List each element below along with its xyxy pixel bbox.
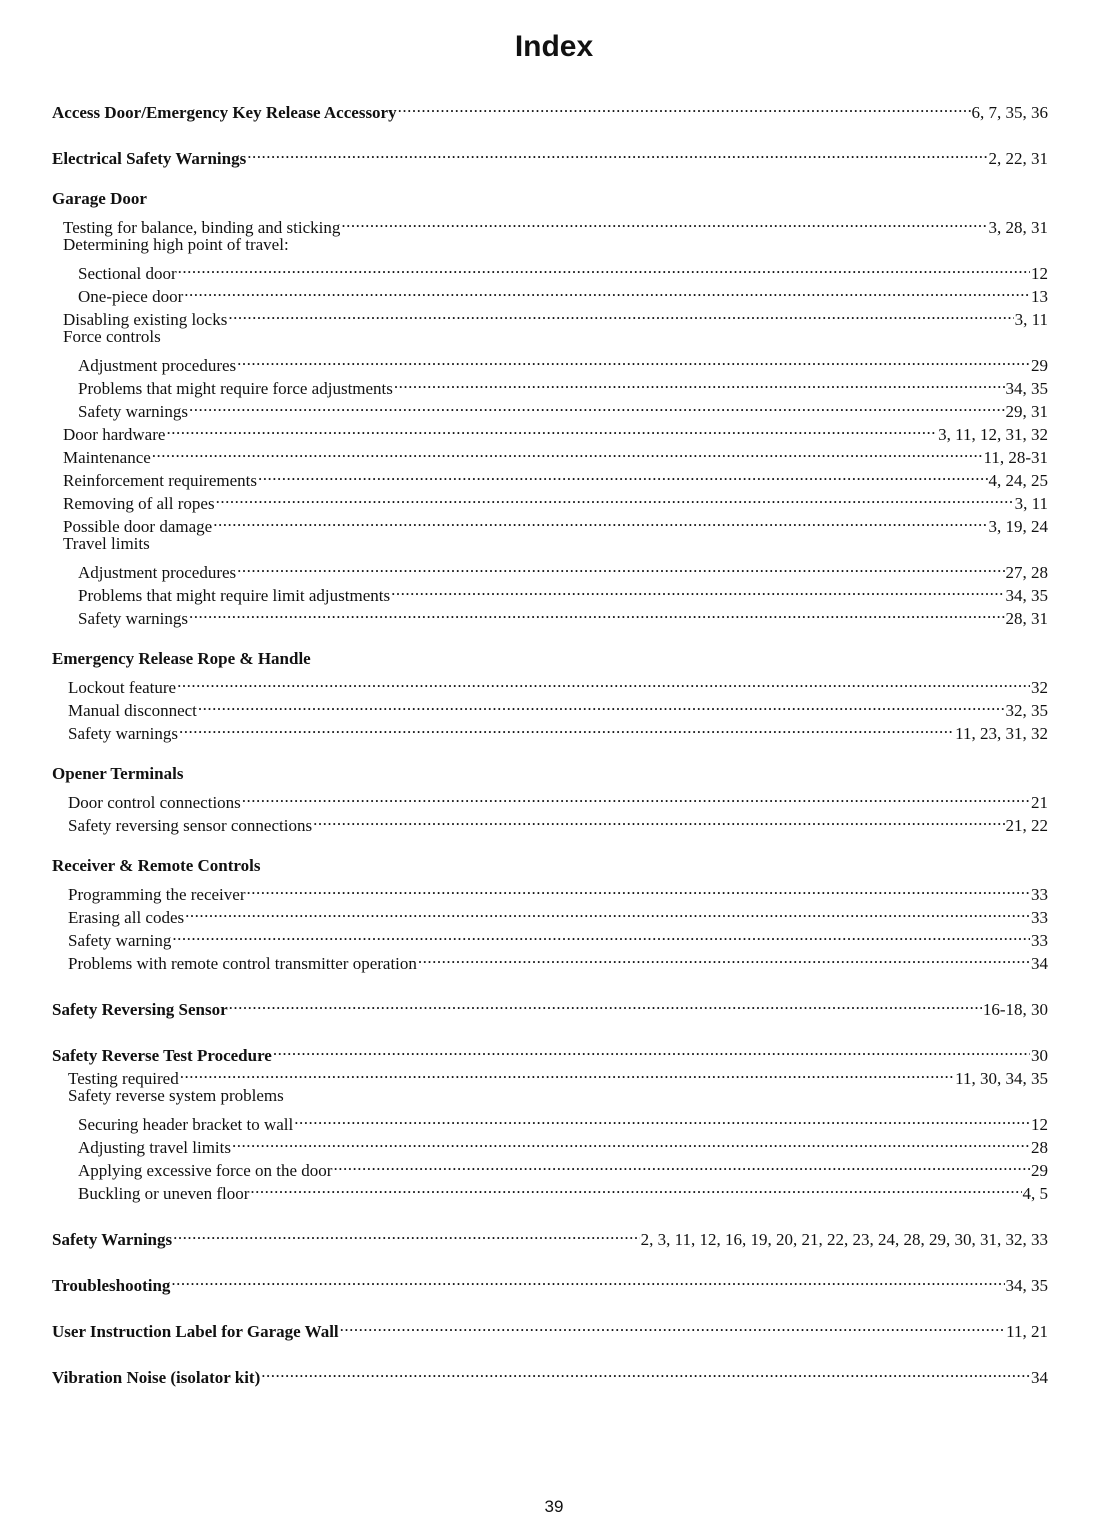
index-entry-label: Problems with remote control transmitter operation [68, 954, 417, 973]
index-entry-label: Testing for balance, binding and sticking [63, 218, 341, 237]
index-entry-pages: 11, 30, 34, 35 [955, 1069, 1048, 1088]
index-entry-label: Possible door damage [63, 517, 213, 536]
index-entry [52, 1061, 1048, 1088]
dot-leader [313, 808, 1004, 831]
dot-leader [178, 256, 1030, 279]
index-heading [52, 1360, 1048, 1387]
index-entry-pages: 34 [1031, 954, 1048, 973]
index-entry-pages: 11, 21 [1006, 1322, 1048, 1341]
index-entry-pages: 6, 7, 35, 36 [971, 103, 1048, 122]
index-entry [52, 601, 1048, 628]
index-entry [52, 555, 1048, 582]
index-entry-pages: 4, 5 [1022, 1184, 1048, 1203]
page-title: Index [514, 30, 594, 63]
dot-leader [242, 785, 1030, 808]
index-heading [52, 1222, 1048, 1249]
index-entry-pages: 21, 22 [1005, 816, 1048, 835]
dot-leader [229, 992, 982, 1015]
index-entry [52, 693, 1048, 720]
index-entry-label: Safety warnings [68, 724, 179, 743]
index-entry-pages: 12 [1031, 264, 1048, 283]
index-entry [52, 348, 1048, 375]
index-entry-label: Reinforcement requirements [63, 471, 258, 490]
index-entry-label: Safety warning [68, 931, 172, 950]
index-entry-label: Adjustment procedures [78, 563, 237, 582]
index-entry-pages: 13 [1031, 287, 1048, 306]
index-entry [52, 670, 1048, 697]
index-entry-label: Garage Door [52, 189, 147, 208]
index-entry-label: Safety Reverse Test Procedure [52, 1046, 272, 1065]
index-entry-pages: 34, 35 [1005, 379, 1048, 398]
index-entry-label: Sectional door [78, 264, 177, 283]
dot-leader [333, 1153, 1030, 1176]
index-entry-label: Safety Reversing Sensor [52, 1000, 228, 1019]
index-entry-pages: 28 [1031, 1138, 1048, 1157]
index-entry-pages: 2, 3, 11, 12, 16, 19, 20, 21, 22, 23, 24, 28, 29, 30, 31, 32, 33 [640, 1230, 1048, 1249]
index-entry-pages: 11, 28-31 [983, 448, 1048, 467]
index-entry-label: Buckling or uneven floor [78, 1184, 250, 1203]
index-entry [52, 279, 1048, 306]
index-entry-pages: 11, 23, 31, 32 [955, 724, 1048, 743]
index-entry [52, 946, 1048, 973]
index-entry [52, 1084, 1048, 1107]
index-entry-label: Erasing all codes [68, 908, 185, 927]
index-entry-label: Access Door/Emergency Key Release Accessory [52, 103, 397, 122]
index-heading [52, 141, 1048, 168]
index-entry-label: User Instruction Label for Garage Wall [52, 1322, 339, 1341]
dot-leader [398, 95, 971, 118]
dot-leader [179, 716, 954, 739]
index-heading [52, 1038, 1048, 1065]
index-entry-pages: 33 [1031, 931, 1048, 950]
index-entry-label: Opener Terminals [52, 764, 184, 783]
index-entry-pages: 29, 31 [1005, 402, 1048, 421]
index-entry [52, 210, 1048, 237]
index-entry [52, 417, 1048, 444]
index-entry [52, 463, 1048, 490]
dot-leader [247, 141, 987, 164]
index-entry-label: Disabling existing locks [63, 310, 228, 329]
index-entry-pages: 3, 11, 12, 31, 32 [938, 425, 1048, 444]
index-list [52, 95, 1048, 1387]
dot-leader [232, 1130, 1030, 1153]
dot-leader [341, 210, 987, 233]
index-heading [52, 1314, 1048, 1341]
index-entry-pages: 29 [1031, 1161, 1048, 1180]
dot-leader [185, 900, 1030, 923]
index-entry-label: Adjusting travel limits [78, 1138, 231, 1157]
index-entry-label: One-piece door [78, 287, 184, 306]
index-entry [52, 900, 1048, 927]
index-entry [52, 233, 1048, 256]
index-entry [52, 716, 1048, 743]
dot-leader [189, 601, 1004, 624]
index-entry-label: Maintenance [63, 448, 151, 467]
index-heading [52, 95, 1048, 122]
dot-leader [152, 440, 983, 463]
index-entry [52, 302, 1048, 329]
index-entry-label: Safety reversing sensor connections [68, 816, 313, 835]
index-heading [52, 647, 1048, 670]
dot-leader [216, 486, 1014, 509]
dot-leader [166, 417, 937, 440]
index-entry-label: Force controls [63, 327, 161, 346]
dot-leader [172, 923, 1030, 946]
index-entry-pages: 27, 28 [1005, 563, 1048, 582]
index-entry-pages: 4, 24, 25 [988, 471, 1048, 490]
dot-leader [294, 1107, 1030, 1130]
index-entry-label: Securing header bracket to wall [78, 1115, 294, 1134]
index-heading [52, 854, 1048, 877]
index-entry-label: Receiver & Remote Controls [52, 856, 261, 875]
index-entry-label: Determining high point of travel: [63, 235, 289, 254]
dot-leader [173, 1222, 640, 1245]
index-entry-pages: 32 [1031, 678, 1048, 697]
index-entry [52, 1107, 1048, 1134]
dot-leader [394, 371, 1005, 394]
index-entry-pages: 33 [1031, 885, 1048, 904]
dot-leader [418, 946, 1030, 969]
index-entry-pages: 3, 28, 31 [988, 218, 1048, 237]
index-heading [52, 992, 1048, 1019]
index-entry-label: Door control connections [68, 793, 241, 812]
dot-leader [180, 1061, 954, 1084]
index-entry-label: Applying excessive force on the door [78, 1161, 333, 1180]
index-entry-label: Safety reverse system problems [68, 1086, 284, 1105]
index-entry-pages: 32, 35 [1005, 701, 1048, 720]
index-entry-label: Manual disconnect [68, 701, 197, 720]
dot-leader [237, 555, 1004, 578]
index-entry-pages: 3, 11 [1014, 494, 1048, 513]
index-entry-pages: 3, 11 [1014, 310, 1048, 329]
dot-leader [177, 670, 1030, 693]
index-entry-pages: 34, 35 [1005, 586, 1048, 605]
index-entry-pages: 28, 31 [1005, 609, 1048, 628]
dot-leader [258, 463, 987, 486]
dot-leader [184, 279, 1030, 302]
index-entry-label: Problems that might require force adjustments [78, 379, 393, 398]
index-entry-label: Testing required [68, 1069, 179, 1088]
dot-leader [250, 1176, 1021, 1199]
index-entry [52, 394, 1048, 421]
dot-leader [198, 693, 1005, 716]
index-heading [52, 187, 1048, 210]
dot-leader [261, 1360, 1030, 1383]
dot-leader [247, 877, 1031, 900]
index-entry-label: Programming the receiver [68, 885, 246, 904]
index-entry-label: Troubleshooting [52, 1276, 171, 1295]
index-entry-label: Emergency Release Rope & Handle [52, 649, 311, 668]
dot-leader [213, 509, 987, 532]
index-entry [52, 877, 1048, 904]
index-entry-label: Electrical Safety Warnings [52, 149, 247, 168]
index-entry-label: Safety Warnings [52, 1230, 173, 1249]
index-entry-pages: 34 [1031, 1368, 1048, 1387]
dot-leader [237, 348, 1030, 371]
index-entry-pages: 33 [1031, 908, 1048, 927]
index-entry-label: Removing of all ropes [63, 494, 215, 513]
index-entry [52, 256, 1048, 283]
index-entry-label: Safety warnings [78, 402, 189, 421]
index-entry-pages: 29 [1031, 356, 1048, 375]
dot-leader [391, 578, 1004, 601]
index-entry-pages: 2, 22, 31 [988, 149, 1048, 168]
dot-leader [273, 1038, 1030, 1061]
index-heading [52, 1268, 1048, 1295]
index-entry [52, 440, 1048, 467]
index-entry [52, 785, 1048, 812]
dot-leader [171, 1268, 1004, 1291]
index-entry-label: Door hardware [63, 425, 166, 444]
page-number: 39 [544, 1497, 564, 1516]
index-entry-label: Safety warnings [78, 609, 189, 628]
index-entry-label: Travel limits [63, 534, 150, 553]
dot-leader [340, 1314, 1005, 1337]
index-entry-label: Problems that might require limit adjustments [78, 586, 391, 605]
index-heading [52, 762, 1048, 785]
dot-leader [228, 302, 1013, 325]
index-entry-label: Lockout feature [68, 678, 177, 697]
index-entry-pages: 34, 35 [1005, 1276, 1048, 1295]
dot-leader [189, 394, 1004, 417]
index-entry-pages: 30 [1031, 1046, 1048, 1065]
index-entry-pages: 3, 19, 24 [988, 517, 1048, 536]
index-entry-label: Vibration Noise (isolator kit) [52, 1368, 261, 1387]
index-entry-pages: 16-18, 30 [982, 1000, 1048, 1019]
index-entry-pages: 12 [1031, 1115, 1048, 1134]
index-entry [52, 923, 1048, 950]
index-entry-pages: 21 [1031, 793, 1048, 812]
index-entry-label: Adjustment procedures [78, 356, 237, 375]
